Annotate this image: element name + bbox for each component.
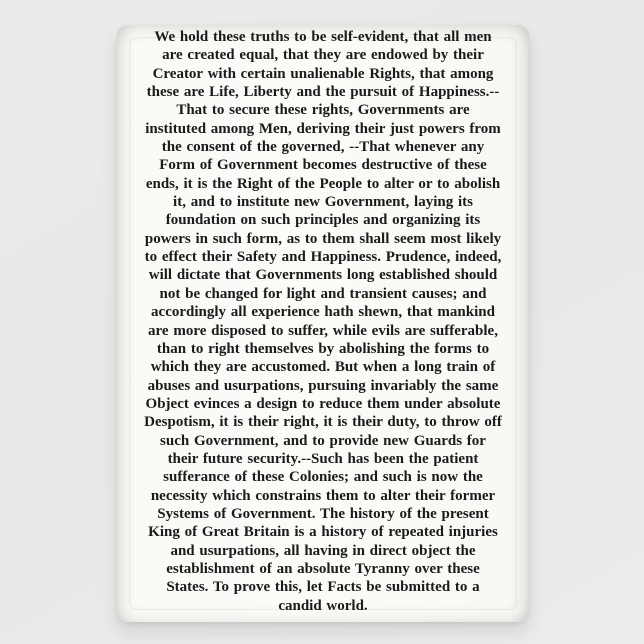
banner-text-line: accordingly all experience hath shewn, that mankind: [151, 304, 495, 321]
banner-text-line: powers in such form, as to them shall seem most likely: [144, 230, 502, 247]
banner-text-line: will dictate that Governments long established should: [148, 267, 498, 284]
banner-text-line: not be changed for light and transient causes; and: [159, 285, 487, 302]
banner-text-line: which they are accustomed. But when a long train of: [150, 359, 496, 376]
banner-text-line: instituted among Men, deriving their just powers from: [145, 120, 501, 137]
banner-text-line: are more disposed to suffer, while evils are sufferable,: [148, 322, 498, 339]
banner-text-line: it, and to institute new Government, laying its: [173, 194, 473, 211]
banner-text-line: Creator with certain unalienable Rights, that among: [152, 65, 494, 82]
banner-text-line: Systems of Government. The history of the present: [157, 505, 489, 522]
banner-text-line: the consent of the governed, --That whenever any: [161, 139, 485, 156]
banner-text-line: their future security.--Such has been the patient: [167, 450, 479, 467]
banner-text-line: such Government, and to provide new Guards for: [160, 432, 486, 449]
banner-text-line: to effect their Safety and Happiness. Prudence, indeed,: [144, 249, 502, 266]
banner-text-line: That to secure these rights, Governments are: [176, 102, 470, 119]
banner-text: [117, 28, 529, 615]
banner-text-line: Form of Government becomes destructive of these: [159, 157, 487, 174]
banner-text-line: King of Great Britain is a history of repeated injuries: [148, 524, 498, 541]
banner-text-line: We hold these truths to be self-evident, that all men: [154, 29, 492, 45]
banner-text-line: these are Life, Liberty and the pursuit of Happiness.--: [146, 84, 500, 101]
banner-text-line: abuses and usurpations, pursuing invariably the same: [147, 377, 499, 394]
banner-text-line: ends, it is the Right of the People to alter or to abolish: [145, 175, 501, 192]
banner-text-line: and usurpations, all having in direct object the: [170, 542, 476, 559]
banner-text-line: than to right themselves by abolishing the forms to: [156, 340, 490, 357]
banner-text-line: States. To prove this, let Facts be submitted to a: [166, 579, 480, 596]
banner-text-line: necessity which constrains them to alter their former: [150, 487, 496, 504]
banner-text-line: establishment of an absolute Tyranny over these: [166, 560, 480, 577]
banner-text-line: sufferance of these Colonies; and such is now the: [163, 469, 483, 486]
banner-text-line: foundation on such principles and organizing its: [165, 212, 481, 229]
banner-text-line: candid world.: [278, 597, 368, 614]
banner: [117, 25, 529, 622]
banner-text-line: are created equal, that they are endowed by their: [162, 47, 484, 64]
banner-text-line: Object evinces a design to reduce them under absolute: [145, 395, 501, 412]
banner-text-line: Despotism, it is their right, it is their duty, to throw off: [144, 414, 502, 431]
